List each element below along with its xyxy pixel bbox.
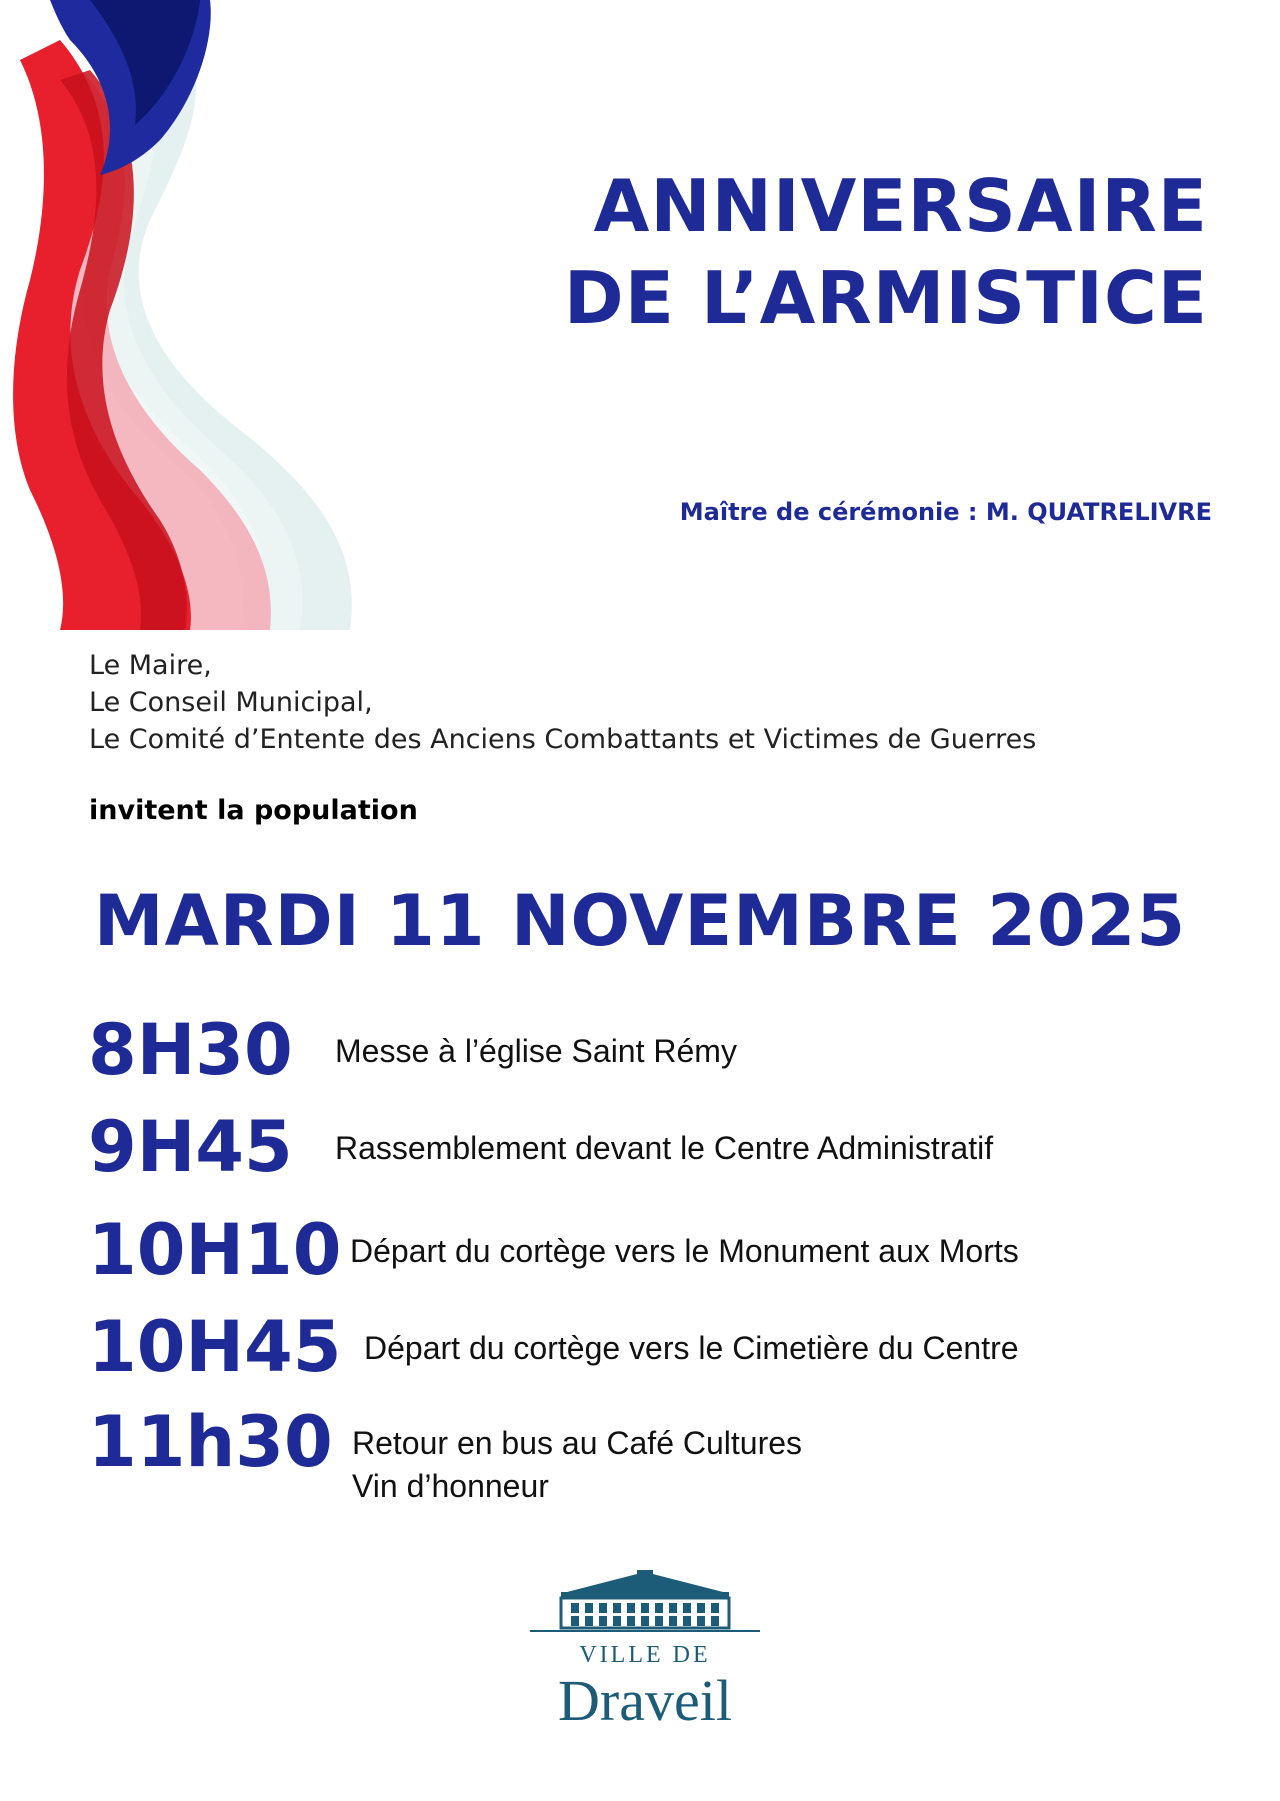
schedule-time: 8H30	[88, 1009, 293, 1091]
schedule-description: Rassemblement devant le Centre Administratif	[335, 1130, 994, 1166]
schedule-time: 10H10	[88, 1209, 342, 1291]
invite-text: invitent la population	[89, 795, 418, 826]
chateau-icon	[537, 1570, 753, 1630]
schedule-description-extra: Vin d’honneur	[352, 1468, 549, 1504]
schedule-description: Retour en bus au Café Cultures	[352, 1425, 803, 1461]
logo-prefix: VILLE DE	[579, 1642, 711, 1668]
logo-city-name: Draveil	[558, 1668, 732, 1733]
title-line-2: DE L’ARMISTICE	[563, 256, 1208, 340]
schedule-description: Départ du cortège vers le Monument aux Morts	[350, 1233, 1019, 1269]
host-line: Le Comité d’Entente des Anciens Combattants et Victimes de Guerres	[89, 724, 1037, 755]
schedule-description: Messe à l’église Saint Rémy	[335, 1033, 737, 1069]
schedule-time: 9H45	[88, 1106, 293, 1188]
host-line: Le Conseil Municipal,	[89, 687, 373, 718]
page-title	[564, 160, 1208, 344]
tricolor-ribbon-illustration	[0, 0, 380, 630]
ceremony-master: Maître de cérémonie : M. QUATRELIVRE	[679, 498, 1212, 526]
schedule-description: Départ du cortège vers le Cimetière du Centre	[364, 1330, 1019, 1366]
title-line-1: ANNIVERSAIRE	[593, 164, 1208, 248]
hosts-list	[89, 647, 1036, 758]
city-logo	[530, 1570, 760, 1740]
logo-divider	[530, 1630, 760, 1632]
schedule-time: 11h30	[88, 1401, 333, 1483]
host-line: Le Maire,	[89, 650, 212, 681]
event-date: MARDI 11 NOVEMBRE 2025	[93, 880, 1187, 962]
schedule-time: 10H45	[88, 1306, 342, 1388]
